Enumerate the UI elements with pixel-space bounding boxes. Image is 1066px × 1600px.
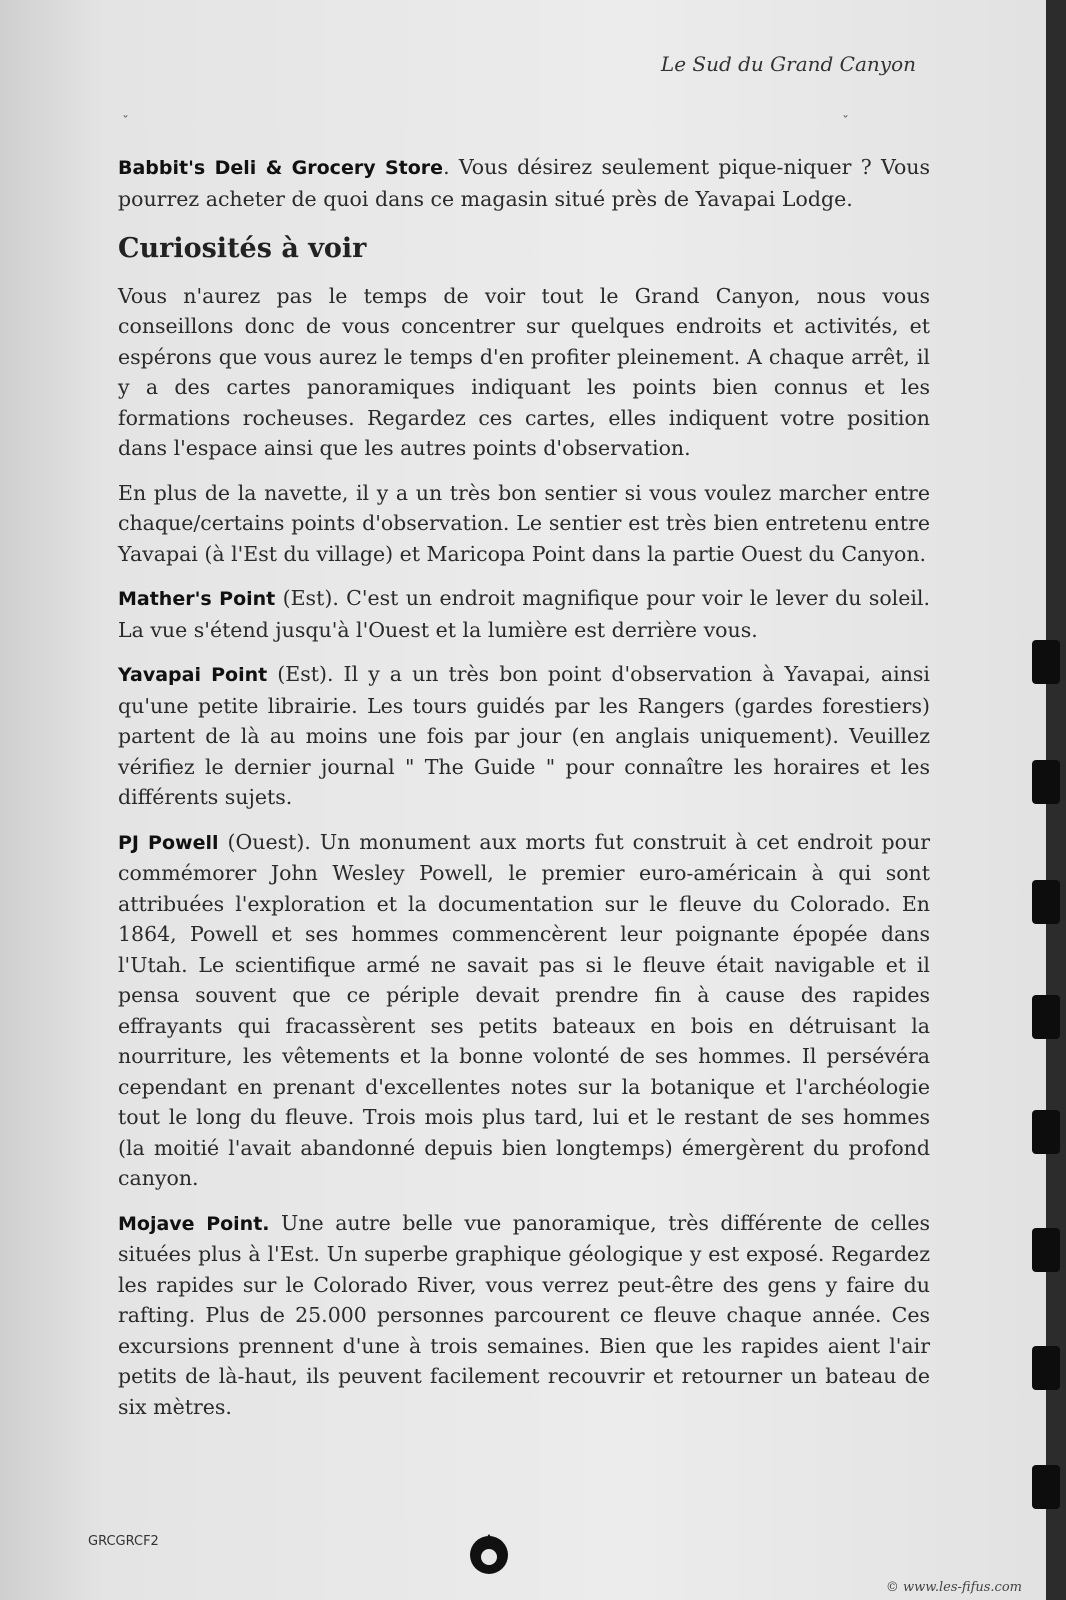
binding-ring	[1032, 880, 1060, 924]
paragraph-powell	[118, 827, 930, 1194]
term-babbits: Babbit's Deli & Grocery Store	[118, 157, 444, 179]
term-mojave: Mojave Point.	[118, 1212, 270, 1235]
paragraph-text: . Vous désirez seulement pique-niquer ? Vous pourrez acheter de quoi dans ce magasin situé près de Yavapai Lodge.	[118, 155, 931, 211]
paragraph-mather	[118, 583, 930, 645]
term-powell: PJ Powell	[118, 831, 219, 854]
binding-ring	[1032, 760, 1060, 804]
running-head: Le Sud du Grand Canyon	[660, 52, 916, 76]
watermark: © www.les-fifus.com	[885, 1580, 1022, 1595]
binding-ring	[1032, 1346, 1060, 1390]
paragraph-intro-1: Vous n'aurez pas le temps de voir tout le Grand Canyon, nous vous conseillons donc de vous concentrer sur quelques endroits et activités, et espérons que vous aurez le temps d'en profiter pleinement. A chaque arrêt, il y a des cartes panoramiques indiquant les points bien connus et les formations rocheuses. Regardez ces cartes, elles indiquent votre position dans l'espace ainsi que les autres points d'observation.	[118, 283, 930, 460]
paragraph-intro-2: En plus de la navette, il y a un très bon sentier si vous voulez marcher entre chaque/certains points d'observation. Le sentier est très bien entretenu entre Yavapai (à l'Est du village) et Maricopa Point dans la partie Ouest du Canyon.	[118, 480, 930, 566]
paragraph-text: (Ouest). Un monument aux morts fut construit à cet endroit pour commémorer John Wesley Powell, le premier euro-américain à qui sont attribuées l'exploration et la documentation sur le fleuve du Colorado. En 1864, Powell et ses hommes commencèrent leur poignante épopée dans l'Utah. Le scientifique armé ne savait pas si le fleuve était navigable et il pensa souvent que ce périple devait prendre fin à cause des rapides effrayants qui fracassèrent ses petits bateaux en bois en détruisant la nourriture, les vêtements et la bonne volonté de ses hommes. Il persévéra cependant en prenant d'excellentes notes sur la botanique et l'archéologie tout le long du fleuve. Trois mois plus tard, lui et le restant de ses hommes (la moitié l'avait abandonné depuis bien longtemps) émergèrent du profond canyon.	[118, 829, 930, 1190]
page-body	[118, 152, 930, 1436]
crop-mark: ˇ	[842, 114, 849, 130]
spiral-binding	[1046, 0, 1066, 1600]
section-title: Curiosités à voir	[118, 233, 367, 264]
binding-ring	[1032, 1110, 1060, 1154]
paragraph-text: (Est). C'est un endroit magnifique pour voir le lever du soleil. La vue s'étend jusqu'à l'Ouest et la lumière est derrière vous.	[118, 586, 931, 642]
paragraph-text: (Est). Il y a un très bon point d'observation à Yavapai, ainsi qu'une petite librairie. Les tours guidés par les Rangers (gardes forestiers) partent de là au moins une fois par jour (en anglais uniquement). Veuillez vérifiez le dernier journal " The Guide " pour connaître les horaires et les différents sujets.	[118, 662, 930, 809]
term-mather: Mather's Point	[118, 588, 276, 610]
term-yavapai: Yavapai Point	[118, 664, 268, 686]
binding-ring	[1032, 640, 1060, 684]
binding-ring	[1032, 1228, 1060, 1272]
publisher-logo-icon	[466, 1530, 512, 1576]
binding-ring	[1032, 1465, 1060, 1509]
paragraph-text: Une autre belle vue panoramique, très différente de celles situées plus à l'Est. Un superbe graphique géologique y est exposé. Regardez les rapides sur le Colorado River, vous verrez peut-être des gens y faire du rafting. Plus de 25.000 personnes parcourent ce fleuve chaque année. Ces excursions prennent d'une à trois semaines. Bien que les rapides aient l'air petits de là-haut, ils peuvent facilement recouvrir et retourner un bateau de six mètres.	[118, 1210, 930, 1419]
binding-ring	[1032, 995, 1060, 1039]
paragraph-yavapai	[118, 659, 930, 813]
paragraph-mojave	[118, 1208, 930, 1423]
footer-code: GRCGRCF2	[88, 1534, 159, 1549]
paragraph-babbits	[118, 152, 930, 214]
crop-mark: ˇ	[122, 114, 129, 130]
